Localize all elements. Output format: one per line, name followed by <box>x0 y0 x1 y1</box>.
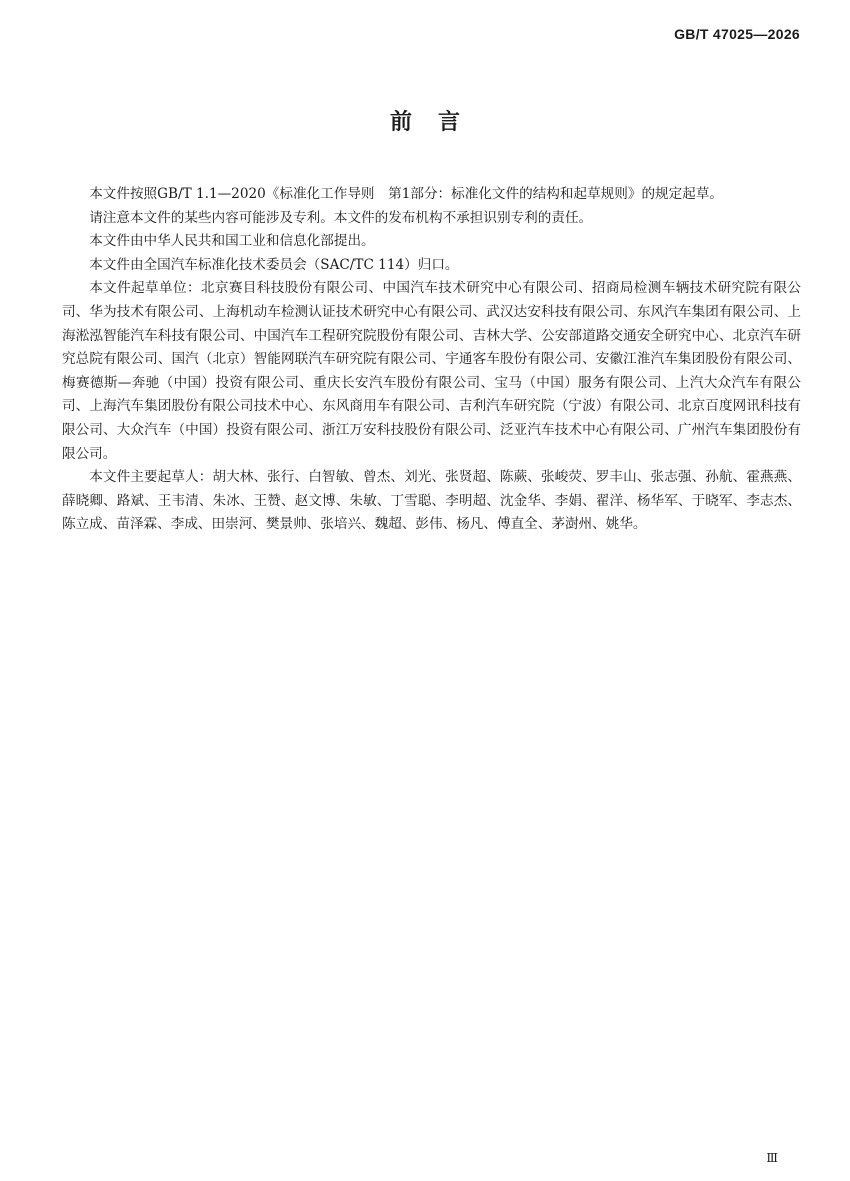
paragraph-drafting-rules: 本文件按照GB/T 1.1—2020《标准化工作导则 第1部分：标准化文件的结构和起草规则》的规定起草。 <box>89 186 724 202</box>
standard-number: GB/T 47025—2026 <box>674 26 800 42</box>
paragraph-proposed-by: 本文件由中华人民共和国工业和信息化部提出。 <box>89 233 375 250</box>
paragraph-patent-notice: 请注意本文件的某些内容可能涉及专利。本文件的发布机构不承担识别专利的责任。 <box>89 209 593 226</box>
paragraph-drafting-organizations: 本文件起草单位：北京赛目科技股份有限公司、中国汽车技术研究中心有限公司、招商局检测车辆技术研究院有限公司、华为技术有限公司、上海机动车检测认证技术研究中心有限公司、武汉达安科技有限公司、东风汽车集团有限公司、上海淞泓智能汽车科技有限公司、中国汽车工程研究院股份有限公司、吉林大学、公安部道路交通安全研究中心、北京汽车研究总院有限公司、国汽（北京）智能网联汽车研究院有限公司、宇通客车股份有限公司、安徽江淮汽车集团股份有限公司、梅赛德斯—奔驰（中国）投资有限公司、重庆长安汽车股份有限公司、宝马（中国）服务有限公司、上汽大众汽车有限公司、上海汽车集团股份有限公司技术中心、东风商用车有限公司、吉利汽车研究院（宁波）有限公司、北京百度网讯科技有限公司、大众汽车（中国）投资有限公司、浙江万安科技股份有限公司、泛亚汽车技术中心有限公司、广州汽车集团股份有限公司。 <box>62 280 801 462</box>
page-title: 前言 <box>389 110 486 135</box>
foreword-body <box>62 183 801 537</box>
page-number: Ⅲ <box>766 1151 778 1165</box>
paragraph-under-jurisdiction: 本文件由全国汽车标准化技术委员会（SAC/TC 114）归口。 <box>89 256 459 273</box>
paragraph-main-drafters: 本文件主要起草人：胡大林、张行、白智敏、曾杰、刘光、张贤超、陈蕨、张峻荧、罗丰山、张志强、孙航、霍燕燕、薛晓卿、路斌、王韦清、朱冰、王赞、赵文博、朱敏、丁雪聪、李明超、沈金华、李娟、翟洋、杨华军、于晓军、李志杰、陈立成、苗泽霖、李成、田崇河、樊景帅、张培兴、魏超、彭伟、杨凡、傅直全、茅澍州、姚华。 <box>62 469 801 533</box>
